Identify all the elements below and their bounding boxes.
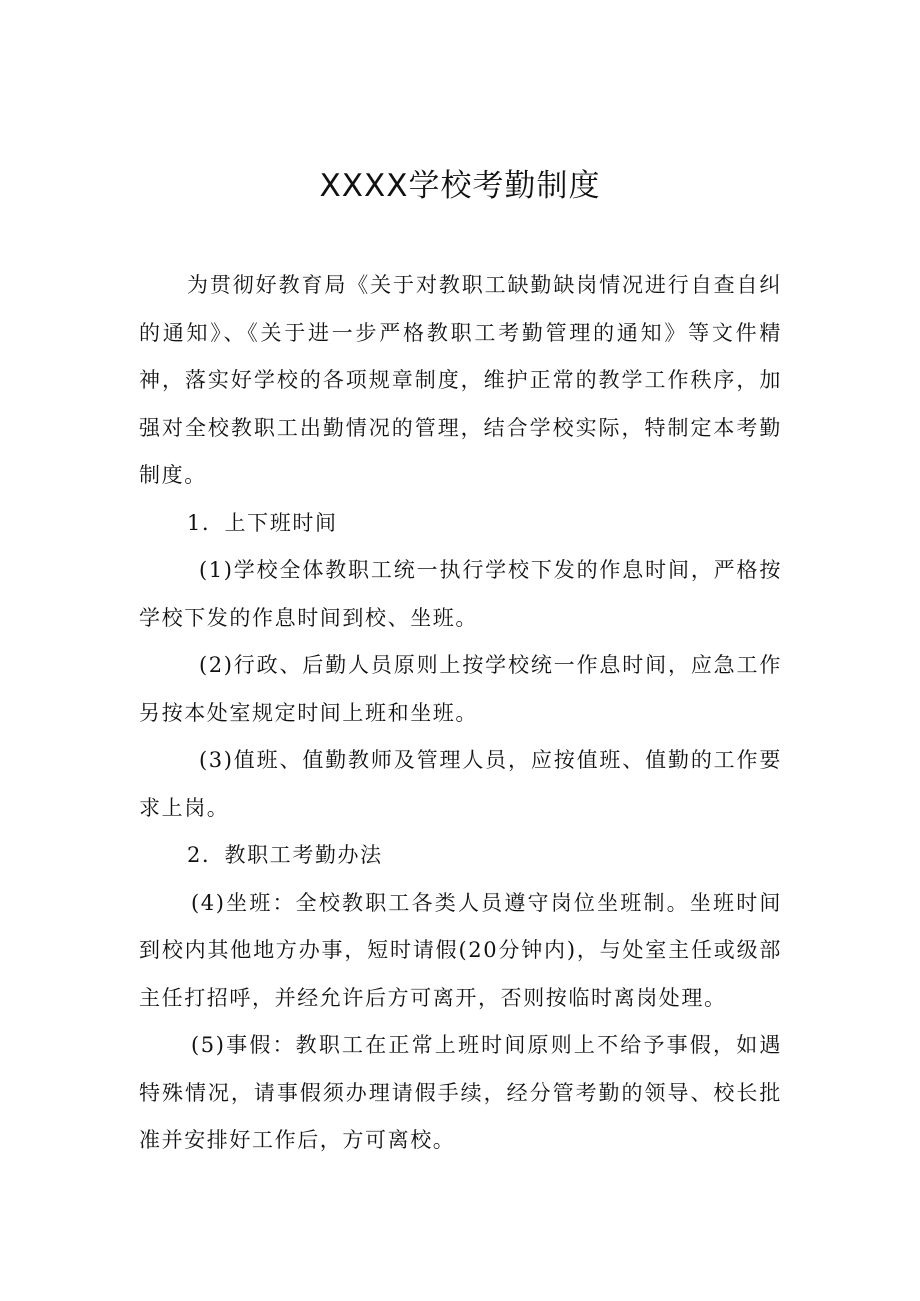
section-heading-work-hours: 1．上下班时间 (187, 510, 338, 535)
clause-1: (1)学校全体教职工统一执行学校下发的作息时间，严格按学校下发的作息时间到校、坐班。 (139, 558, 782, 630)
section-heading-attendance-methods: 2．教职工考勤办法 (187, 843, 383, 867)
clause-2: (2)行政、后勤人员原则上按学校统一作息时间，应急工作另按本处室规定时间上班和坐班。 (139, 653, 782, 725)
document-title: XXXX学校考勤制度 (319, 168, 601, 204)
clause-4: (4)坐班：全校教职工各类人员遵守岗位坐班制。坐班时间到校内其他地方办事，短时请假(20分钟内)，与处室主任或级部主任打招呼，并经允许后方可离开，否则按临时离岗处理。 (139, 890, 782, 1010)
intro-paragraph: 为贯彻好教育局《关于对教职工缺勤缺岗情况进行自查自纠的通知》、《关于进一步严格教职工考勤管理的通知》等文件精神，落实好学校的各项规章制度，维护正常的教学工作秩序，加强对全校教职工出勤情况的管理，结合学校实际，特制定本考勤制度。 (139, 273, 782, 487)
clause-5: (5)事假：教职工在正常上班时间原则上不给予事假，如遇特殊情况，请事假须办理请假手续，经分管考勤的领导、校长批准并安排好工作后，方可离校。 (139, 1033, 782, 1152)
document-body (139, 262, 782, 1165)
clause-3: (3)值班、值勤教师及管理人员，应按值班、值勤的工作要求上岗。 (139, 748, 782, 820)
